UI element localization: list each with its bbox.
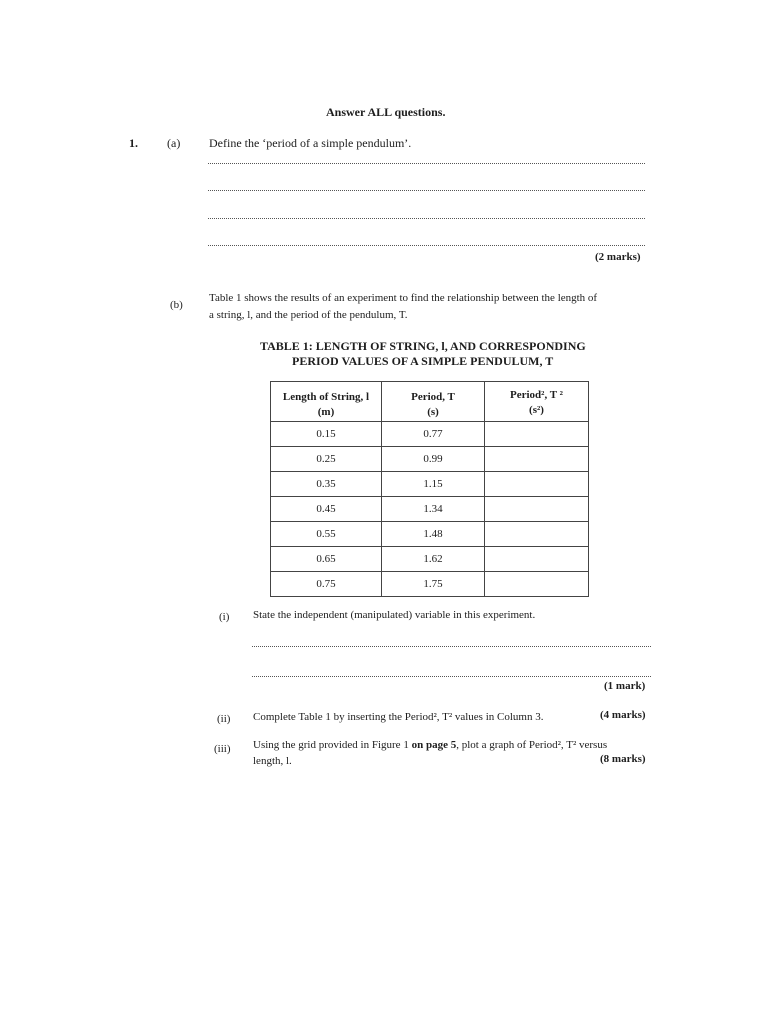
- table-row: [271, 572, 589, 597]
- answer-line[interactable]: [208, 218, 645, 219]
- period-squared-cell[interactable]: [485, 522, 589, 547]
- period-squared-cell[interactable]: [485, 422, 589, 447]
- period-squared-cell[interactable]: [485, 572, 589, 597]
- part-a-prompt: Define the ‘period of a simple pendulum’.: [209, 136, 412, 150]
- period-squared-cell[interactable]: [485, 497, 589, 522]
- subpart-i-text: State the independent (manipulated) variable in this experiment.: [253, 609, 536, 621]
- subpart-iii-text: [253, 739, 607, 751]
- answer-line[interactable]: [208, 163, 645, 164]
- part-a-label: (a): [167, 136, 181, 150]
- period-cell: 1.48: [382, 522, 485, 547]
- length-cell: 0.55: [271, 522, 382, 547]
- answer-line[interactable]: [208, 245, 645, 246]
- part-b-intro-line1: Table 1 shows the results of an experiment to find the relationship between the length of: [209, 292, 598, 304]
- length-cell: 0.75: [271, 572, 382, 597]
- column-header-length-unit: (m): [317, 406, 335, 418]
- length-cell: 0.25: [271, 447, 382, 472]
- length-cell: 0.65: [271, 547, 382, 572]
- period-squared-cell[interactable]: [485, 447, 589, 472]
- part-b-label: (b): [170, 299, 183, 311]
- column-header-period: [382, 382, 485, 422]
- subpart-iii-text-post: , plot a graph of Period², T² versus: [456, 739, 608, 751]
- length-cell: 0.15: [271, 422, 382, 447]
- subpart-iii-label: (iii): [214, 743, 231, 755]
- subpart-iii-marks: (8 marks): [600, 753, 646, 765]
- table-row: [271, 447, 589, 472]
- table-row: [271, 472, 589, 497]
- column-header-period-unit: (s): [427, 406, 439, 418]
- subpart-iii-text-line2: length, l.: [253, 755, 292, 767]
- subpart-i-marks: (1 mark): [604, 680, 646, 692]
- answer-line[interactable]: [252, 646, 651, 647]
- column-header-period-name: Period, T: [411, 391, 455, 403]
- period-cell: 0.99: [382, 447, 485, 472]
- length-cell: 0.45: [271, 497, 382, 522]
- part-b-intro-line2: a string, l, and the period of the pendulum, T.: [209, 309, 408, 321]
- table-header-row: [271, 382, 589, 422]
- column-header-length: [271, 382, 382, 422]
- answer-line[interactable]: [252, 676, 651, 677]
- subpart-ii-text: Complete Table 1 by inserting the Period², T² values in Column 3.: [253, 711, 544, 723]
- period-cell: 1.75: [382, 572, 485, 597]
- period-cell: 1.15: [382, 472, 485, 497]
- table-row: [271, 422, 589, 447]
- column-header-period-squared-unit: (s²): [529, 404, 544, 416]
- column-header-period-squared: [485, 382, 589, 422]
- page-heading: Answer ALL questions.: [326, 105, 446, 119]
- table-title-line1: TABLE 1: LENGTH OF STRING, l, AND CORRESPONDING: [260, 339, 586, 353]
- column-header-period-squared-name: Period², T ²: [510, 389, 563, 401]
- period-cell: 1.34: [382, 497, 485, 522]
- period-squared-cell[interactable]: [485, 472, 589, 497]
- part-a-marks: (2 marks): [595, 251, 641, 263]
- question-number: 1.: [129, 136, 138, 150]
- period-squared-cell[interactable]: [485, 547, 589, 572]
- column-header-length-name: Length of String, l: [282, 391, 370, 403]
- period-cell: 1.62: [382, 547, 485, 572]
- table-row: [271, 522, 589, 547]
- subpart-iii-page-ref: on page 5: [411, 739, 457, 751]
- subpart-i-label: (i): [219, 611, 230, 623]
- length-cell: 0.35: [271, 472, 382, 497]
- period-cell: 0.77: [382, 422, 485, 447]
- subpart-ii-marks: (4 marks): [600, 709, 646, 721]
- answer-line[interactable]: [208, 190, 645, 191]
- table-row: [271, 547, 589, 572]
- results-table: [270, 381, 589, 597]
- table-title-line2: PERIOD VALUES OF A SIMPLE PENDULUM, T: [292, 354, 554, 368]
- subpart-iii-text-pre: Using the grid provided in Figure 1: [253, 739, 412, 751]
- subpart-ii-label: (ii): [217, 713, 231, 725]
- table-row: [271, 497, 589, 522]
